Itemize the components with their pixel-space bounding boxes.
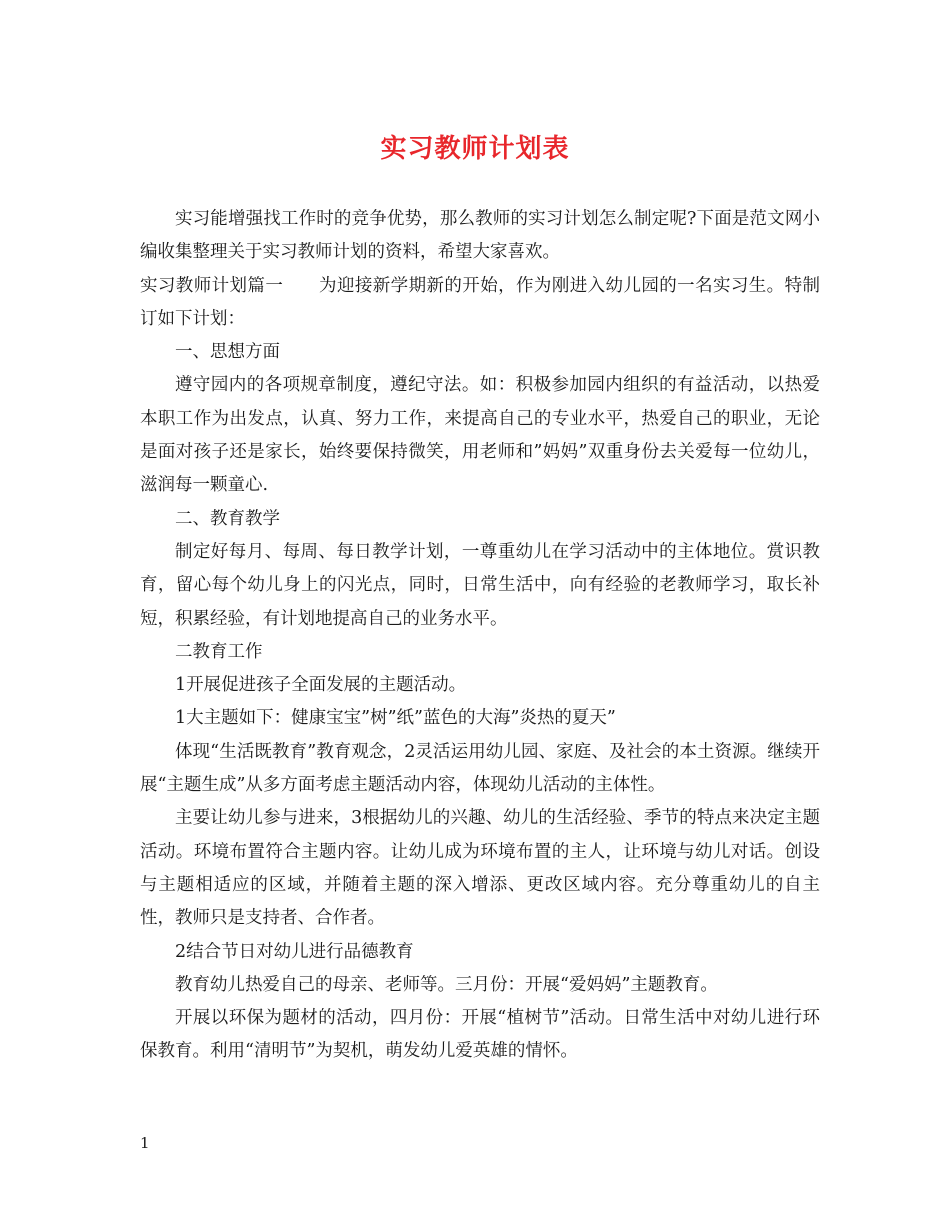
paragraph-thought: 遵守园内的各项规章制度，遵纪守法。如：积极参加园内组织的有益活动，以热爱本职工作为出发点，认真、努力工作，来提高自己的专业水平，热爱自己的职业，无论是面对孩子还是家长，始终要保持微笑，用老师和”妈妈”双重身份去关爱每一位幼儿，滋润每一颗童心. — [140, 375, 820, 496]
paragraph-life-education: 体现“生活既教育”教育观念，2灵活运用幼儿园、家庭、及社会的本土资源。继续开展“主题生成”从多方面考虑主题活动内容，体现幼儿活动的主体性。 — [140, 741, 820, 796]
section-heading-teaching: 二、教育教学 — [175, 508, 280, 529]
section-heading-education-work: 二教育工作 — [175, 641, 263, 662]
paragraph-themes: 1大主题如下：健康宝宝”树”纸”蓝色的大海”炎热的夏天” — [175, 708, 616, 729]
paragraph-intro: 实习能增强找工作时的竞争优势，那么教师的实习计划怎么制定呢?下面是范文网小编收集整理关于实习教师计划的资料，希望大家喜欢。 — [140, 209, 820, 263]
section-heading-thought: 一、思想方面 — [175, 342, 280, 363]
paragraph-teaching: 制定好每月、每周、每日教学计划，一尊重幼儿在学习活动中的主体地位。赏识教育，留心每个幼儿身上的闪光点，同时，日常生活中，向有经验的老教师学习，取长补短，积累经验，有计划地提高自己的业务水平。 — [140, 541, 820, 629]
paragraph-march: 教育幼儿热爱自己的母亲、老师等。三月份：开展“爱妈妈”主题教育。 — [175, 974, 718, 995]
document-body — [140, 203, 820, 1069]
paragraph-plan-opening: 实习教师计划篇一 为迎接新学期新的开始，作为刚进入幼儿园的一名实习生。特制订如下计划： — [140, 275, 820, 329]
paragraph-april: 开展以环保为题材的活动，四月份：开展“植树节”活动。日常生活中对幼儿进行环保教育。利用“清明节”为契机，萌发幼儿爱英雄的情怀。 — [140, 1008, 820, 1062]
paragraph-item-1: 1开展促进孩子全面发展的主题活动。 — [175, 675, 467, 696]
page-number: 1 — [140, 1134, 150, 1152]
page-title: 实习教师计划表 — [380, 134, 570, 164]
paragraph-item-2: 2结合节日对幼儿进行品德教育 — [175, 941, 414, 962]
paragraph-participation: 主要让幼儿参与进来，3根据幼儿的兴趣、幼儿的生活经验、季节的特点来决定主题活动。环境布置符合主题内容。让幼儿成为环境布置的主人，让环境与幼儿对话。创设与主题相适应的区域，并随着主题的深入增添、更改区域内容。充分尊重幼儿的自主性，教师只是支持者、合作者。 — [140, 808, 820, 929]
